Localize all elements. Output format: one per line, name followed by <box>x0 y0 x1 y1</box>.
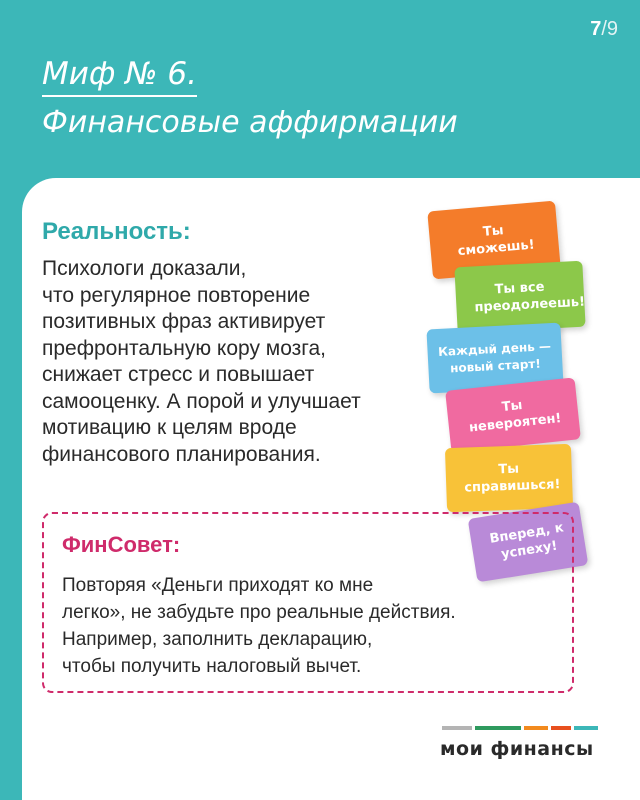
sticker-text: Ты невероятен! <box>468 398 563 436</box>
advice-box <box>42 512 574 693</box>
reality-title: Реальность: <box>42 218 191 245</box>
page-counter-current: 7 <box>590 18 602 40</box>
advice-title: ФинСовет: <box>62 532 181 557</box>
reality-line: позитивных фраз активирует <box>42 310 326 333</box>
reality-line: мотивацию к целям вроде <box>42 416 297 439</box>
sticker-green <box>454 261 585 334</box>
page-counter-total: /9 <box>601 18 618 40</box>
headline-myth-number: Миф № 6. <box>42 54 197 97</box>
brand-logo-text: мои финансы <box>440 738 594 760</box>
brand-bar-segment <box>524 726 548 730</box>
reality-line: самооценку. А порой и улучшает <box>42 389 361 413</box>
reality-line: Психологи доказали, <box>42 257 247 280</box>
brand-bar-segment <box>574 726 598 730</box>
sticker-text: Каждый день — новый старт! <box>437 339 552 376</box>
headline-topic: Финансовые аффирмации <box>42 105 458 140</box>
sticker-text: Ты справишься! <box>464 461 561 496</box>
reality-line: финансового планирования. <box>42 442 321 466</box>
reality-line: префронтальную кору мозга, <box>42 336 327 360</box>
content-card <box>22 178 640 800</box>
page-counter <box>590 18 618 41</box>
reality-line: что регулярное повторение <box>42 283 311 307</box>
reality-text <box>42 256 402 468</box>
sticker-yellow <box>445 444 573 512</box>
sticker-pink <box>445 377 581 452</box>
advice-line: Например, заполнить декларацию, <box>62 629 373 650</box>
brand-bar-segment <box>442 726 472 730</box>
advice-line: чтобы получить налоговый вычет. <box>62 656 362 677</box>
headline <box>42 54 458 145</box>
brand-bar-segment <box>551 726 571 730</box>
advice-line: легко», не забудьте про реальные действия. <box>62 602 456 623</box>
reality-line: снижает стресс и повышает <box>42 363 315 386</box>
sticker-text: Вперед, к успеху! <box>488 520 565 563</box>
brand-color-bar <box>442 726 598 730</box>
advice-line: Повторяя «Деньги приходят ко мне <box>62 575 374 596</box>
brand-bar-segment <box>475 726 521 730</box>
sticker-text: Ты сможешь! <box>457 223 536 260</box>
advice-text <box>62 572 572 680</box>
sticker-text: Ты все преодолеешь! <box>474 279 586 316</box>
